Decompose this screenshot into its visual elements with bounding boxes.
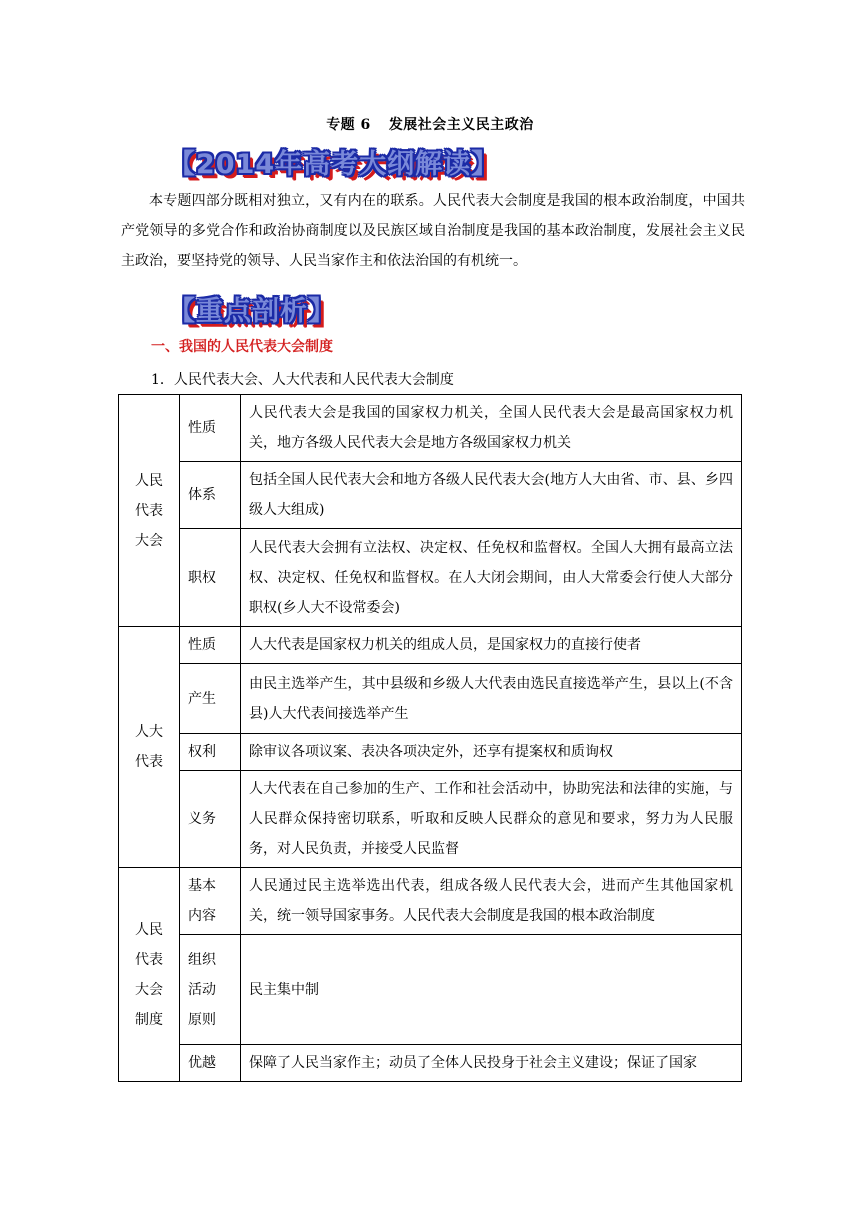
attribute-cell (180, 868, 241, 935)
table-row (119, 868, 742, 935)
description-cell: 除审议各项议案、表决各项决定外，还享有提案权和质询权 (241, 734, 742, 771)
category-cell (119, 627, 180, 868)
description-cell: 人大代表是国家权力机关的组成人员，是国家权力的直接行使者 (241, 627, 742, 664)
attribute-cell (180, 529, 241, 627)
category-label-line: 代表 (135, 502, 163, 519)
attribute-cell (180, 664, 241, 734)
attribute-label-line: 性质 (188, 420, 216, 436)
attribute-cell (180, 771, 241, 868)
category-label-line: 代表 (135, 951, 163, 968)
table-row (119, 529, 742, 627)
attribute-cell (180, 395, 241, 462)
attribute-label-line: 产生 (188, 690, 216, 707)
banner-outline: 【2014年高考大纲解读】 (168, 149, 500, 180)
subsection-heading: 1．人民代表大会、人大代表和人民代表大会制度 (151, 372, 454, 388)
attribute-label-line: 活动 (188, 981, 216, 998)
table-row (119, 627, 742, 664)
description-cell: 保障了人民当家作主；动员了全体人民投身于社会主义建设；保证了国家 (241, 1045, 742, 1082)
attribute-label-line: 内容 (188, 908, 216, 924)
attribute-label-line: 权利 (188, 744, 216, 760)
attribute-label-line: 组织 (188, 951, 216, 968)
intro-paragraph: 本专题四部分既相对独立，又有内在的联系。人民代表大会制度是我国的根本政治制度，中国共产党领导的多党合作和政治协商制度以及民族区域自治制度是我国的基本政治制度，发展社会主义民主政治，要坚持党的领导、人民当家作主和依法治国的有机统一。 (121, 193, 745, 269)
category-label-line: 人大 (135, 724, 163, 740)
topic-title: 发展社会主义民主政治 (388, 117, 534, 133)
description-cell: 民主集中制 (241, 935, 742, 1045)
attribute-label-line: 体系 (188, 487, 216, 503)
table-row (119, 664, 742, 734)
category-label-line: 制度 (135, 1011, 163, 1028)
category-cell (119, 395, 180, 627)
banner-focus: 【重点剖析】 (168, 296, 336, 327)
description-cell: 人民代表大会拥有立法权、决定权、任免权和监督权。全国人大拥有最高立法权、决定权、任免权和监督权。在人大闭会期间，由人大常委会行使人大部分职权(乡人大不设常委会) (241, 529, 742, 627)
category-label-line: 大会 (135, 532, 163, 549)
section-heading: 一、我国的人民代表大会制度 (151, 339, 333, 355)
page-title (0, 114, 860, 134)
people-congress-table (118, 394, 742, 1082)
category-label-line: 代表 (135, 754, 163, 770)
attribute-cell (180, 734, 241, 771)
table-row (119, 462, 742, 529)
description-cell: 人大代表在自己参加的生产、工作和社会活动中，协助宪法和法律的实施，与人民群众保持密切联系，听取和反映人民群众的意见和要求，努力为人民服务，对人民负责，并接受人民监督 (241, 771, 742, 868)
attribute-label-line: 义务 (188, 811, 216, 827)
attribute-cell (180, 935, 241, 1045)
category-label-line: 人民 (135, 921, 163, 938)
table-row (119, 734, 742, 771)
description-cell: 人民通过民主选举选出代表，组成各级人民代表大会，进而产生其他国家机关，统一领导国家事务。人民代表大会制度是我国的根本政治制度 (241, 868, 742, 935)
attribute-label-line: 性质 (188, 637, 216, 653)
description-cell: 人民代表大会是我国的国家权力机关，全国人民代表大会是最高国家权力机关，地方各级人民代表大会是地方各级国家权力机关 (241, 395, 742, 462)
table-row (119, 935, 742, 1045)
table-row (119, 395, 742, 462)
table-row (119, 771, 742, 868)
description-cell: 包括全国人民代表大会和地方各级人民代表大会(地方人大由省、市、县、乡四级人大组成) (241, 462, 742, 529)
attribute-label-line: 职权 (188, 569, 216, 586)
attribute-label-line: 原则 (188, 1011, 216, 1028)
table-row (119, 1045, 742, 1082)
attribute-cell (180, 1045, 241, 1082)
category-label-line: 人民 (135, 472, 163, 489)
attribute-label-line: 优越 (188, 1055, 216, 1071)
category-label-line: 大会 (135, 981, 163, 998)
topic-number: 专题 6 (326, 117, 371, 133)
attribute-cell (180, 627, 241, 664)
attribute-cell (180, 462, 241, 529)
category-cell (119, 868, 180, 1082)
description-cell: 由民主选举产生，其中县级和乡级人大代表由选民直接选举产生，县以上(不含县)人大代表间接选举产生 (241, 664, 742, 734)
attribute-label-line: 基本 (188, 878, 216, 894)
